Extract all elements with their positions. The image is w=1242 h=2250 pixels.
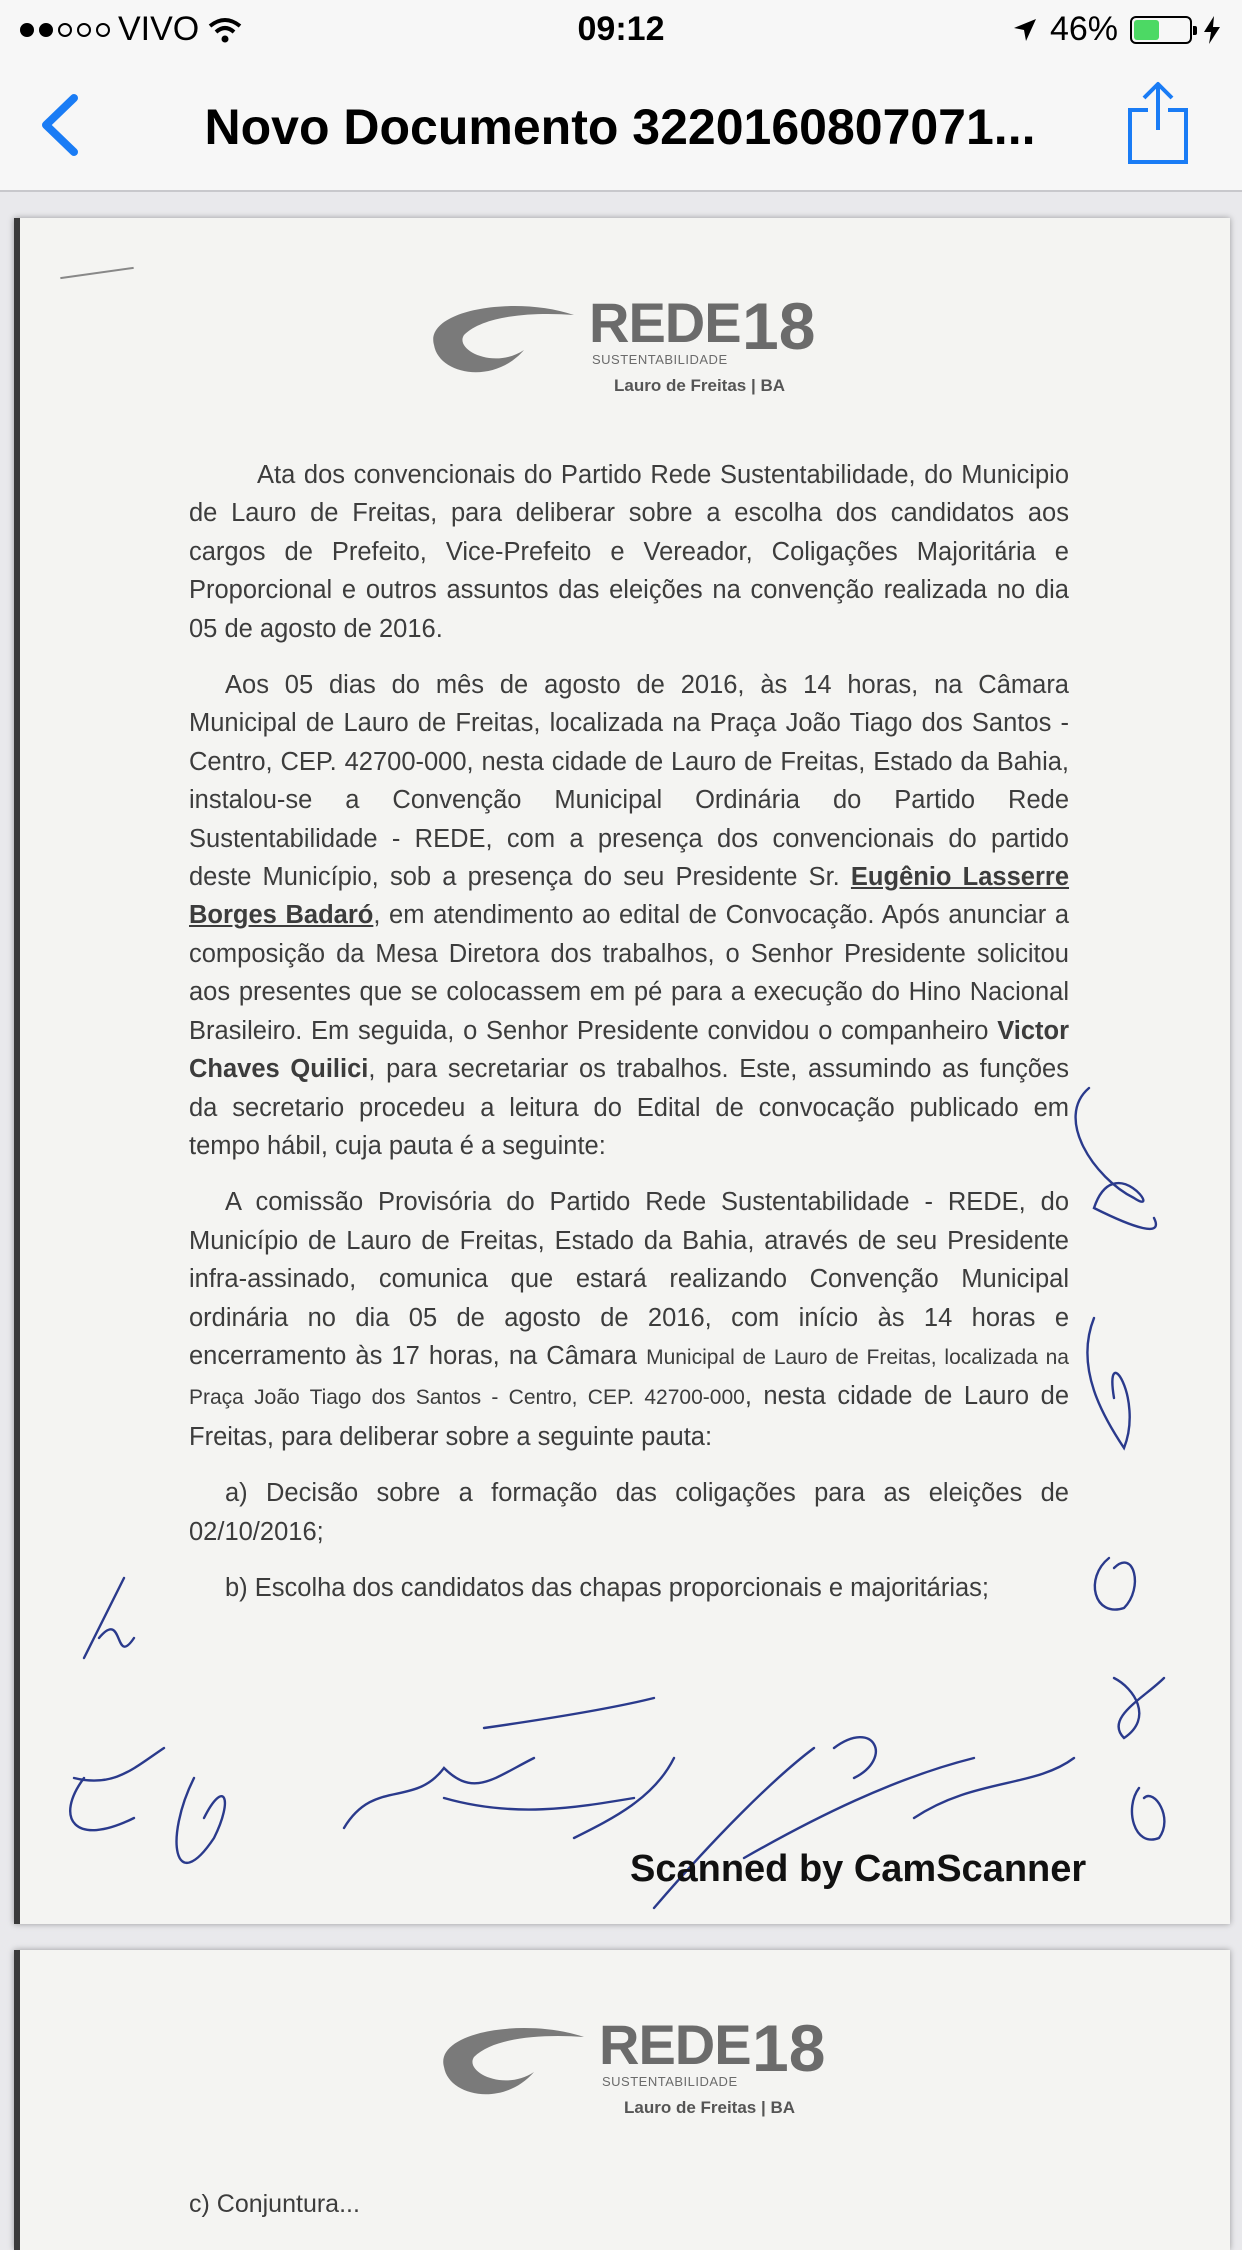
carrier-name: VIVO [118,10,200,48]
signature-left-3 [177,1778,225,1863]
president-name: Eugênio Lasserre Borges Badaró [189,863,1070,930]
rede-logo [424,288,844,398]
signature-right-1 [1076,1088,1156,1229]
logo-subtitle: SUSTENTABILIDADE [592,352,728,367]
document-page-2[interactable] [14,1950,1230,2250]
logo-swoosh-icon [424,290,584,380]
signature-bottom-2 [444,1758,674,1838]
status-bar [0,0,1242,60]
agenda-item-a: a) Decisão sobre a formação das coligações para as eleições de 02/10/2016; [189,1479,1069,1546]
charging-bolt-icon [1204,16,1220,44]
paragraph-notice [189,1183,1069,1456]
page-edge-shadow [14,1950,20,2250]
paragraph-minutes-part-c: , para secretariar os trabalhos. Este, assumindo as funções da secretario procedeu a leitura do Edital de convocação publicado em tempo hábil, cuja pauta é a seguinte: [189,1055,1069,1160]
battery-fill [1134,20,1159,40]
logo-brand: REDE [589,291,741,354]
logo-city: Lauro de Freitas | BA [624,2098,796,2117]
battery-icon [1130,16,1192,44]
paragraph-minutes-part-b: , em atendimento ao edital de Convocação. Após anunciar a composição da Mesa Diretora dos trabalhos, o Senhor Presidente solicitou aos presentes que se colocassem em pé para a execução do Hino Nacional Brasileiro. Em seguida, o Senhor Presidente convidou o companheiro [189,901,1070,1045]
paragraph-notice-part-b: , nesta cidade de Lauro de Freitas, para deliberar sobre a seguinte pauta: [189,1382,1069,1451]
pen-mark [60,267,134,279]
signature-right-5 [1132,1788,1164,1840]
document-page-1[interactable] [14,218,1230,1924]
paragraph-notice-small: Municipal de Lauro de Freitas, localizada na Praça João Tiago dos Santos - Centro, CEP. 42700-000 [189,1345,1069,1410]
paragraph-minutes-part-a: Aos 05 dias do mês de agosto de 2016, às 14 horas, na Câmara Municipal de Lauro de Freitas, localizada na Praça João Tiago dos Santos - Centro, CEP. 42700-000, nesta cidade de Lauro de Freitas, Estado da Bahia, instalou-se a Convenção Municipal Ordinária do Partido Rede Sustentabilidade - REDE, com a presença dos convencionais do partido deste Município, sob a presença do seu Presidente Sr. [189,671,1069,892]
clock: 09:12 [577,10,665,48]
navigation-bar [0,60,1242,192]
status-right [1012,10,1220,49]
signature-right-2 [1087,1318,1129,1448]
page-edge-shadow [14,218,20,1924]
signature-bottom-4 [834,1737,1074,1818]
paragraph-intro: Ata dos convencionais do Partido Rede Sustentabilidade, do Municipio de Lauro de Freitas, para deliberar sobre a escolha dos candidatos aos cargos de Prefeito, Vice-Prefeito e Vereador, Coligações Majoritária e Proporcional e outros assuntos das eleições na convenção realizada no dia 05 de agosto de 2016. [189,461,1069,643]
signature-right-4 [1114,1678,1164,1738]
signature-bottom-1 [344,1698,654,1828]
location-arrow-icon [1012,17,1038,43]
signature-right-3 [1095,1558,1135,1610]
signature-left-1 [84,1578,134,1658]
document-body [189,456,1069,1625]
paragraph-minutes [189,666,1069,1165]
logo-swoosh-icon [434,2012,594,2102]
paragraph-notice-part-a: A comissão Provisória do Partido Rede Sustentabilidade - REDE, do Município de Lauro de Freitas, Estado da Bahia, através de seu Presidente infra-assinado, comunica que estará realizando Convenção Municipal ordinária no dia 05 de agosto de 2016, com início às 14 horas e encerramento às 17 horas, na Câmara [189,1188,1069,1370]
camscanner-watermark: Scanned by CamScanner [630,1848,1087,1890]
agenda-item-b: b) Escolha dos candidatos das chapas proporcionais e majoritárias; [225,1573,990,1602]
share-icon[interactable] [1126,80,1190,166]
logo-subtitle: SUSTENTABILIDADE [602,2074,738,2089]
secretary-name: Victor Chaves Quilici [189,1016,1069,1084]
chevron-left-icon[interactable] [30,90,90,160]
logo-number: 18 [742,289,816,363]
document-title: Novo Documento 3220160807071... [204,99,1036,155]
battery-percent: 46% [1049,10,1118,48]
page-2-text: c) Conjuntura... [189,2190,360,2218]
signature-left-2 [70,1748,164,1830]
rede-logo [434,2010,854,2120]
logo-city: Lauro de Freitas | BA [614,376,786,395]
logo-brand: REDE [599,2013,751,2076]
logo-number: 18 [752,2011,826,2085]
